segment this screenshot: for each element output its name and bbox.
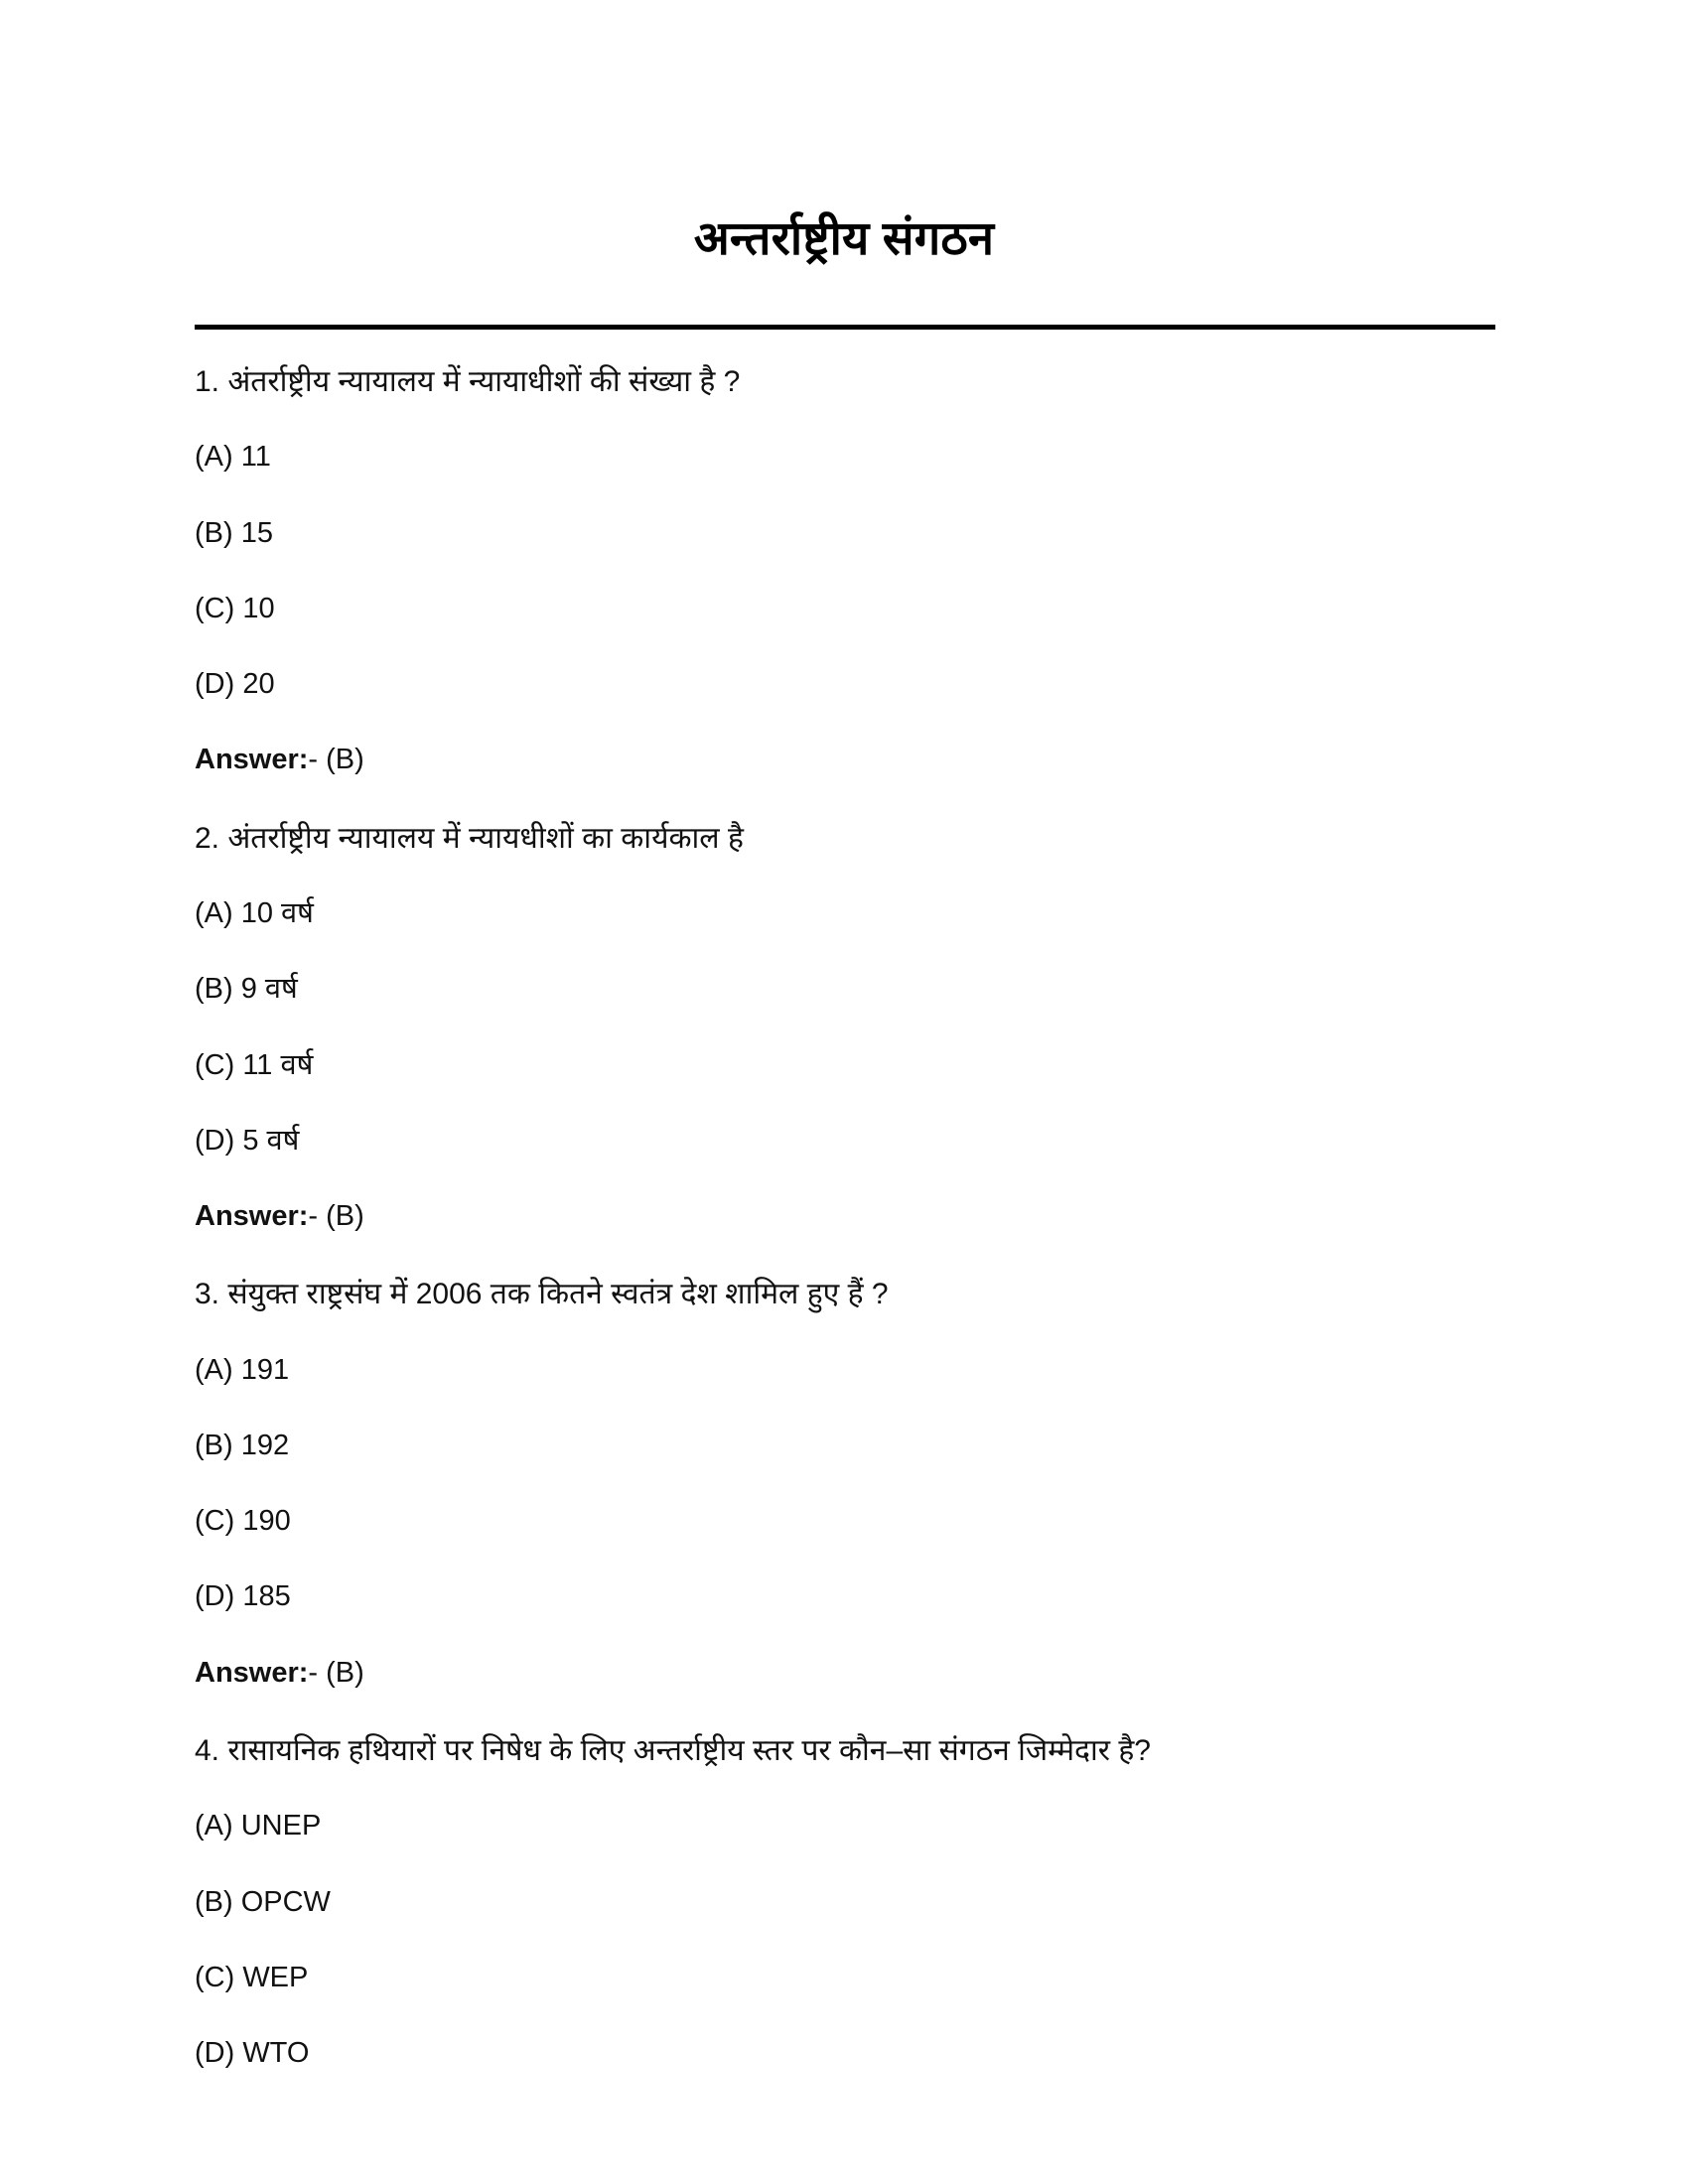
option-1-d[interactable]: (D) 20 — [195, 668, 275, 701]
title-divider — [195, 325, 1495, 330]
answer-line-2 — [195, 1198, 1585, 1234]
question-text-4: 4. रासायनिक हथियारों पर निषेध के लिए अन्तर्राष्ट्रीय स्तर पर कौन–सा संगठन जिम्मेदार है? — [195, 1733, 1151, 1767]
option-4-a[interactable]: (A) UNEP — [195, 1810, 322, 1843]
option-1-a[interactable]: (A) 11 — [195, 441, 271, 474]
option-4-c[interactable]: (C) WEP — [195, 1961, 309, 1993]
question-block-2 — [195, 802, 1585, 1235]
question-block-4 — [195, 1714, 1585, 2071]
option-3-c[interactable]: (C) 190 — [195, 1505, 291, 1538]
option-2-b[interactable]: (B) 9 वर्ष — [195, 973, 298, 1006]
question-text-3: 3. संयुक्त राष्ट्रसंघ में 2006 तक कितने स्वतंत्र देश शामिल हुए हैं ? — [195, 1278, 889, 1311]
question-block-1 — [195, 345, 1585, 778]
option-2-c[interactable]: (C) 11 वर्ष — [195, 1048, 314, 1081]
answer-label-2: Answer: — [195, 1200, 309, 1233]
option-4-b[interactable]: (B) OPCW — [195, 1885, 331, 1918]
question-list — [195, 345, 1585, 2111]
answer-label-1: Answer: — [195, 744, 309, 776]
option-3-d[interactable]: (D) 185 — [195, 1580, 291, 1613]
question-text-1: 1. अंतर्राष्ट्रीय न्यायालय में न्यायाधीशों की संख्या है ? — [195, 365, 741, 398]
answer-value-3: - (B) — [308, 1656, 364, 1689]
option-1-b[interactable]: (B) 15 — [195, 516, 273, 549]
answer-value-1: - (B) — [308, 744, 364, 776]
option-1-c[interactable]: (C) 10 — [195, 592, 275, 624]
option-3-a[interactable]: (A) 191 — [195, 1353, 290, 1386]
answer-line-3 — [195, 1655, 1585, 1691]
answer-value-2: - (B) — [308, 1200, 364, 1233]
page-title: अन्तर्राष्ट्रीय संगठन — [693, 211, 995, 265]
question-text-2: 2. अंतर्राष्ट्रीय न्यायालय में न्यायधीशों का कार्यकाल है — [195, 821, 744, 855]
question-block-3 — [195, 1258, 1585, 1691]
option-2-a[interactable]: (A) 10 वर्ष — [195, 897, 314, 930]
answer-label-3: Answer: — [195, 1656, 309, 1689]
option-2-d[interactable]: (D) 5 वर्ष — [195, 1124, 300, 1157]
option-3-b[interactable]: (B) 192 — [195, 1429, 290, 1461]
answer-line-1 — [195, 742, 1585, 777]
option-4-d[interactable]: (D) WTO — [195, 2037, 310, 2070]
